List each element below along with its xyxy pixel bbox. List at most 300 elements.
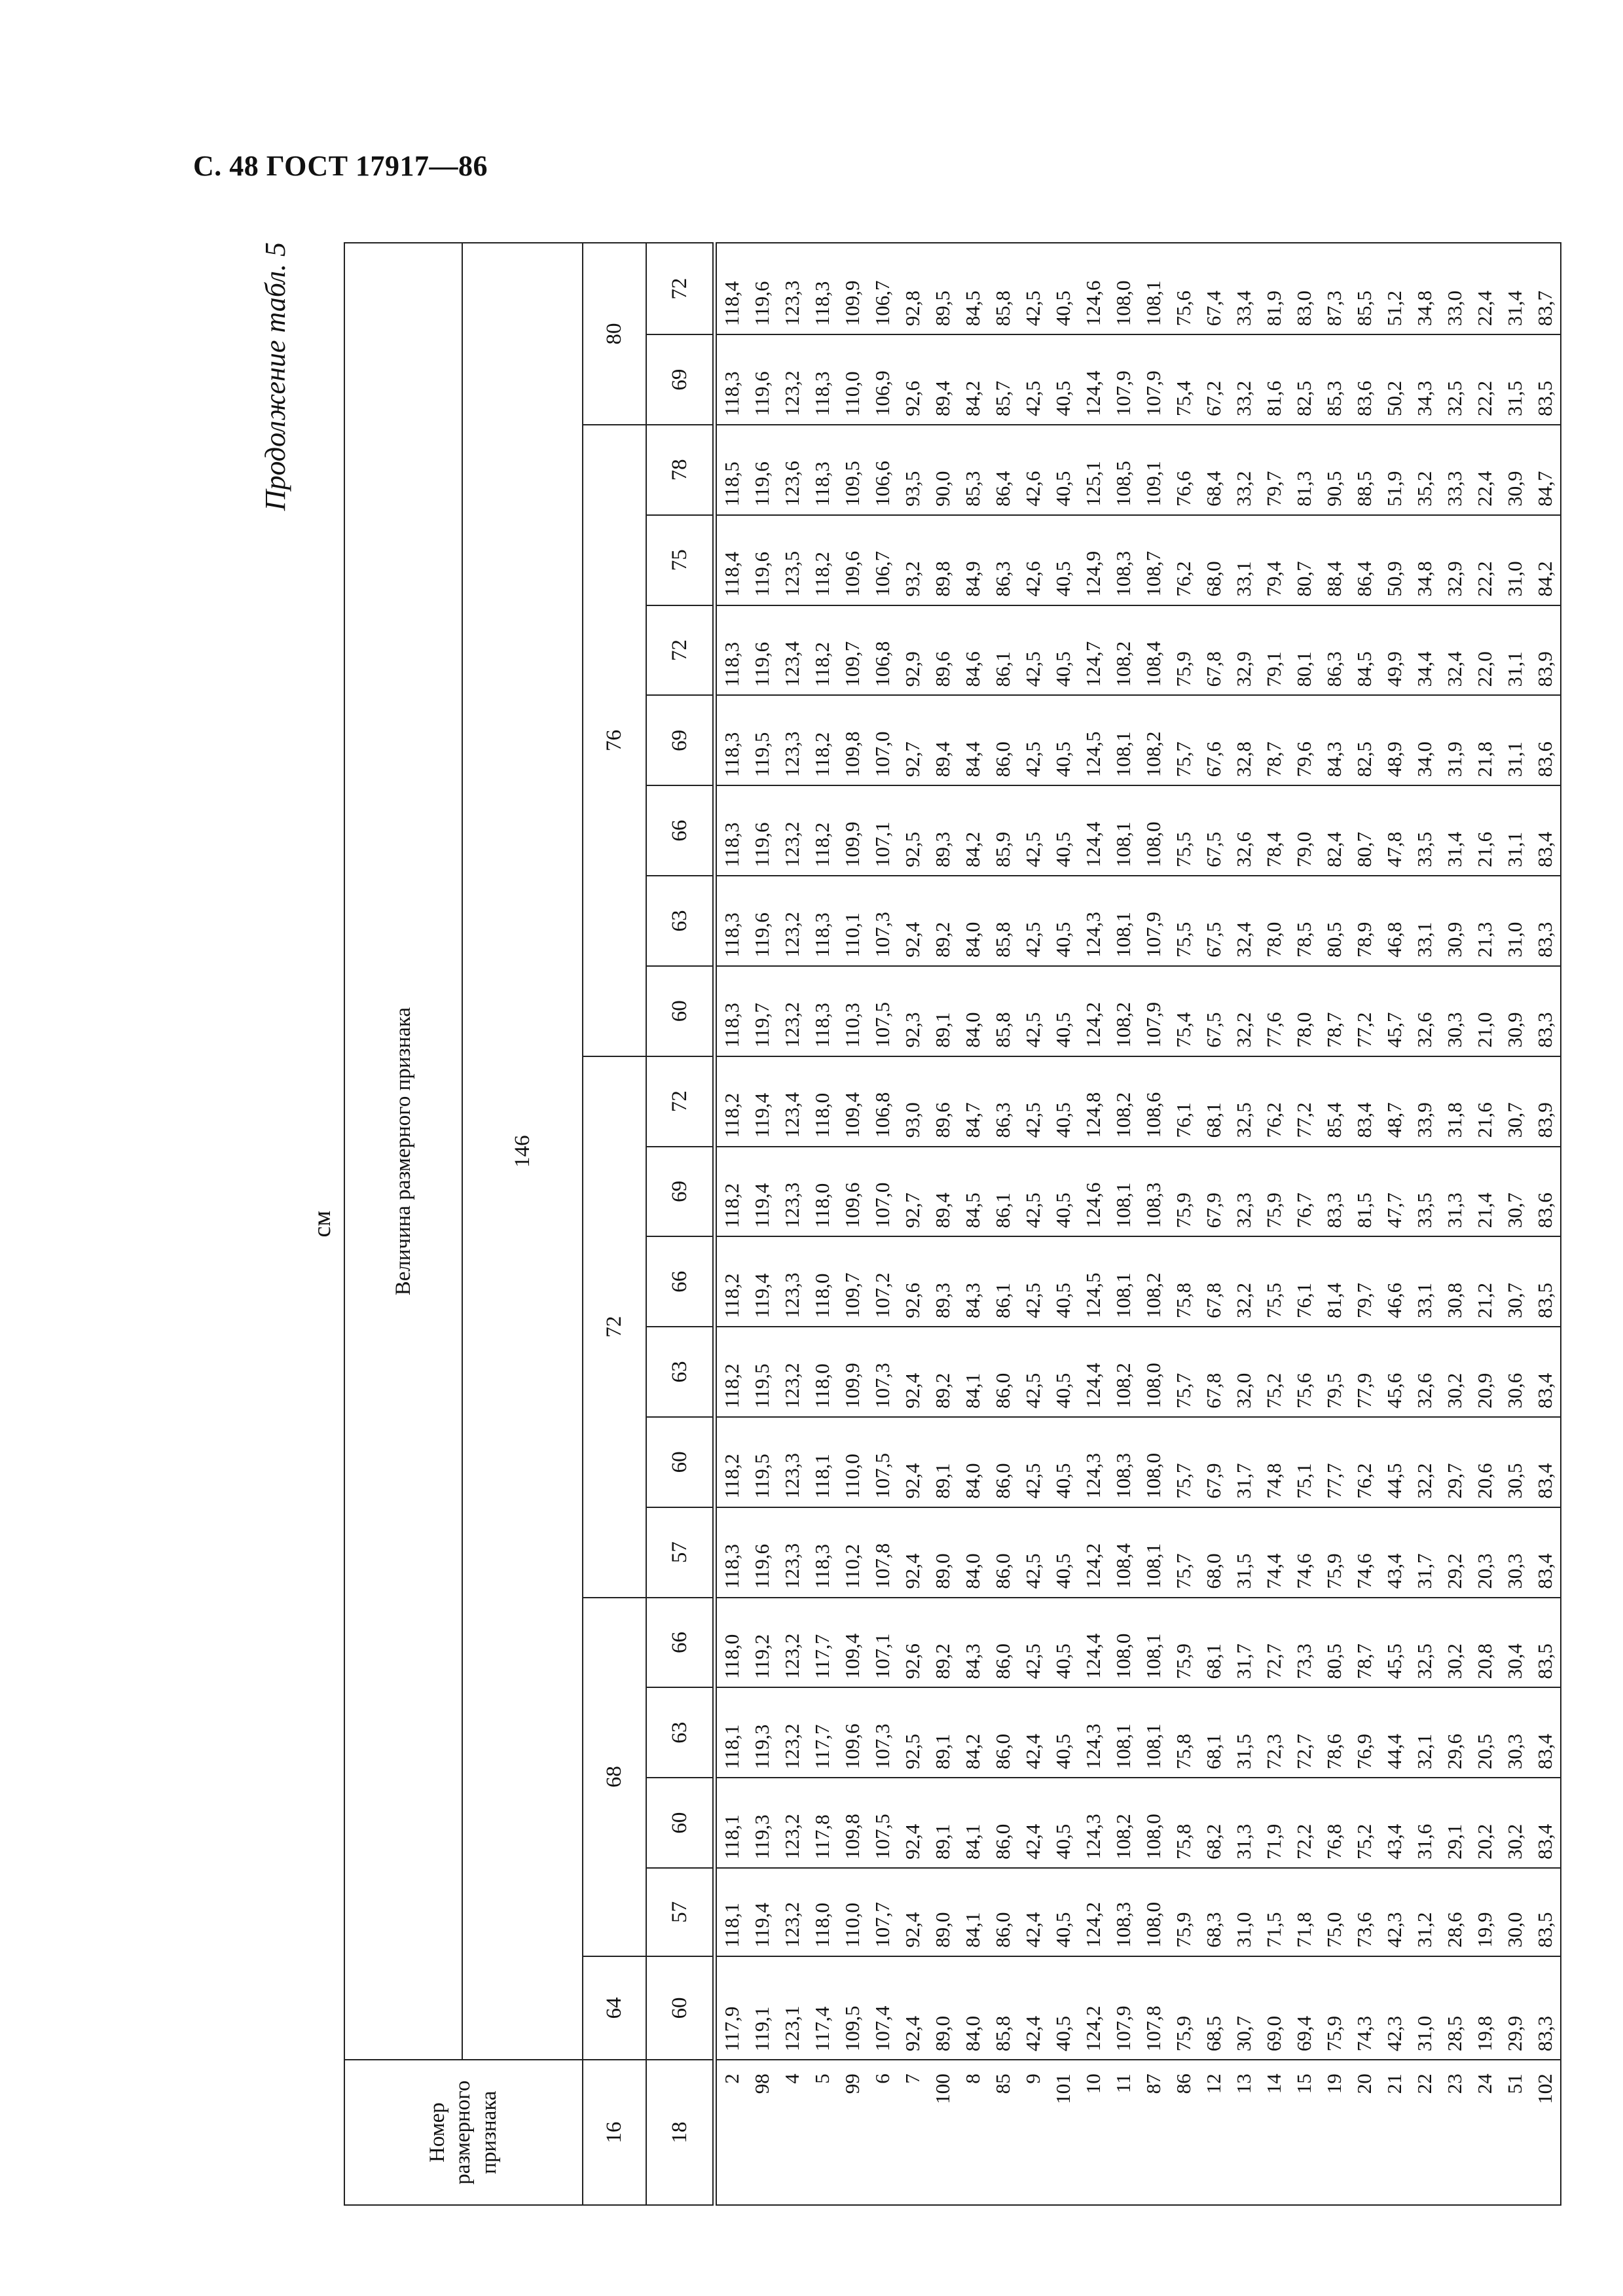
col-header: 57 — [646, 1868, 715, 1956]
table-cell: 82,5 — [1353, 742, 1376, 778]
table-cell: 107,5 — [871, 1814, 894, 1860]
table-cell: 86,3 — [991, 561, 1014, 597]
table-cell: 83,4 — [1533, 1733, 1556, 1770]
row-id: 2 — [720, 2073, 743, 2084]
table-cell: 123,4 — [780, 1092, 803, 1138]
table-cell: 31,3 — [1232, 1823, 1255, 1860]
table-cell: 124,4 — [1082, 370, 1104, 417]
table-cell: 109,9 — [841, 280, 864, 327]
table-cell: 124,6 — [1082, 280, 1104, 327]
table-cell: 74,6 — [1353, 1553, 1376, 1589]
table-cell: 67,5 — [1202, 922, 1225, 958]
table-cell: 83,4 — [1533, 1823, 1556, 1860]
table-cell: 34,4 — [1413, 651, 1436, 687]
table-cell: 77,6 — [1262, 1012, 1285, 1048]
table-cell: 83,4 — [1533, 1372, 1556, 1408]
table-cell: 30,7 — [1232, 2016, 1255, 2052]
table-cell: 30,3 — [1503, 1553, 1526, 1589]
table-cell: 42,4 — [1021, 1733, 1044, 1770]
row-id: 7 — [901, 2073, 924, 2084]
table-cell: 107,9 — [1142, 370, 1165, 417]
table-cell: 119,6 — [750, 552, 773, 597]
table-cell: 76,6 — [1172, 471, 1195, 507]
table-cell: 118,0 — [811, 1092, 833, 1138]
values-column — [715, 1417, 1561, 1507]
table-cell: 118,3 — [720, 732, 743, 778]
table-cell: 107,4 — [871, 2005, 894, 2052]
table-cell: 92,4 — [901, 922, 924, 958]
table-cell: 77,2 — [1353, 1012, 1376, 1048]
table-cell: 40,5 — [1051, 1012, 1074, 1048]
table-cell: 31,1 — [1503, 831, 1526, 868]
table-cell: 84,2 — [1533, 561, 1556, 597]
table-cell: 125,1 — [1082, 461, 1104, 507]
table-cell: 79,6 — [1292, 742, 1315, 778]
table-cell: 73,3 — [1292, 1643, 1315, 1679]
col-header: 60 — [646, 1956, 715, 2060]
table-cell: 30,9 — [1443, 922, 1466, 958]
table-cell: 90,5 — [1322, 471, 1345, 507]
table-cell: 109,6 — [841, 550, 864, 597]
table-cell: 109,6 — [841, 1723, 864, 1770]
table-cell: 32,8 — [1232, 742, 1255, 778]
table-cell: 89,4 — [931, 380, 954, 417]
table-cell: 90,0 — [931, 471, 954, 507]
table-cell: 45,6 — [1383, 1372, 1406, 1408]
table-cell: 109,7 — [841, 641, 864, 687]
table-cell: 78,4 — [1262, 831, 1285, 868]
table-cell: 106,8 — [871, 641, 894, 687]
table-cell: 118,3 — [720, 912, 743, 958]
table-cell: 79,0 — [1292, 831, 1315, 868]
table-cell: 86,0 — [991, 742, 1014, 778]
table-cell: 83,5 — [1533, 380, 1556, 417]
values-column — [715, 1327, 1561, 1417]
table-cell: 123,3 — [780, 1543, 803, 1589]
table-cell: 42,6 — [1021, 561, 1044, 597]
table-cell: 108,3 — [1112, 550, 1135, 597]
header-row-4 — [646, 243, 715, 2205]
table-cell: 119,6 — [750, 281, 773, 327]
table-cell: 49,9 — [1383, 651, 1406, 687]
table-cell: 33,1 — [1413, 1282, 1436, 1319]
table-cell: 29,2 — [1443, 1553, 1466, 1589]
table-cell: 107,5 — [871, 1453, 894, 1499]
group-76-header: 76 — [583, 425, 646, 1056]
row-ids-column — [715, 2060, 1561, 2205]
table-cell: 107,5 — [871, 1001, 894, 1048]
table-cell: 75,6 — [1292, 1372, 1315, 1408]
table-cell: 109,9 — [841, 821, 864, 868]
table-cell: 109,6 — [841, 1182, 864, 1229]
table-cell: 42,3 — [1383, 1912, 1406, 1948]
table-cell: 22,2 — [1473, 561, 1496, 597]
table-cell: 31,1 — [1503, 651, 1526, 687]
table-row — [715, 243, 1561, 2205]
table-cell: 92,4 — [901, 1463, 924, 1499]
table-cell: 30,9 — [1503, 1012, 1526, 1048]
table-cell: 21,6 — [1473, 831, 1496, 868]
table-cell: 118,5 — [720, 461, 743, 507]
values-column — [715, 1598, 1561, 1688]
table-cell: 86,0 — [991, 1372, 1014, 1408]
table-cell: 32,2 — [1413, 1463, 1436, 1499]
table-cell: 119,2 — [750, 1634, 773, 1679]
table-cell: 75,9 — [1172, 651, 1195, 687]
table-cell: 124,2 — [1082, 1543, 1104, 1589]
table-cell: 83,9 — [1533, 1102, 1556, 1138]
table-cell: 109,9 — [841, 1363, 864, 1408]
table-cell: 89,4 — [931, 742, 954, 778]
table-cell: 89,2 — [931, 1372, 954, 1408]
table-cell: 88,4 — [1322, 561, 1345, 597]
table-cell: 69,0 — [1262, 2016, 1285, 2052]
table-cell: 109,7 — [841, 1272, 864, 1319]
table-cell: 108,1 — [1112, 1272, 1135, 1319]
table-cell: 67,9 — [1202, 1463, 1225, 1499]
table-cell: 67,5 — [1202, 1012, 1225, 1048]
table-cell: 67,8 — [1202, 651, 1225, 687]
table-cell: 31,7 — [1232, 1463, 1255, 1499]
table-cell: 107,2 — [871, 1272, 894, 1319]
table-cell: 108,2 — [1112, 1363, 1135, 1408]
table-cell: 77,2 — [1292, 1102, 1315, 1138]
table-cell: 69,4 — [1292, 2016, 1315, 2052]
table-cell: 123,1 — [780, 2005, 803, 2052]
table-cell: 109,1 — [1142, 461, 1165, 507]
table-cell: 42,5 — [1021, 380, 1044, 417]
table-cell: 107,8 — [871, 1543, 894, 1589]
table-cell: 86,3 — [991, 1102, 1014, 1138]
row-id: 12 — [1202, 2073, 1225, 2094]
table-cell: 32,6 — [1232, 831, 1255, 868]
page-header: С. 48 ГОСТ 17917—86 — [193, 150, 488, 182]
table-cell: 118,2 — [811, 641, 833, 687]
table-cell: 45,7 — [1383, 1012, 1406, 1048]
table-cell: 75,5 — [1262, 1282, 1285, 1319]
table-cell: 118,1 — [720, 1903, 743, 1948]
table-cell: 42,4 — [1021, 2016, 1044, 2052]
col-header: 57 — [646, 1507, 715, 1598]
table-cell: 30,9 — [1503, 471, 1526, 507]
table-cell: 123,3 — [780, 1182, 803, 1229]
row-id: 5 — [811, 2073, 833, 2084]
table-cell: 106,7 — [871, 280, 894, 327]
table-cell: 40,5 — [1051, 1102, 1074, 1138]
table-cell: 71,8 — [1292, 1912, 1315, 1948]
header-row-2 — [462, 243, 583, 2205]
table-cell: 40,5 — [1051, 1823, 1074, 1860]
table-cell: 118,3 — [720, 641, 743, 687]
table-cell: 85,8 — [991, 290, 1014, 327]
table-cell: 76,8 — [1322, 1823, 1345, 1860]
row-id: 24 — [1473, 2073, 1496, 2094]
table-cell: 33,1 — [1232, 561, 1255, 597]
table-cell: 79,1 — [1262, 651, 1285, 687]
table-cell: 43,4 — [1383, 1553, 1406, 1589]
table-cell: 84,7 — [1533, 471, 1556, 507]
table-cell: 84,5 — [1353, 651, 1376, 687]
table-cell: 20,9 — [1473, 1372, 1496, 1408]
table-cell: 107,0 — [871, 1182, 894, 1229]
table-cell: 75,5 — [1172, 831, 1195, 868]
table-cell: 42,5 — [1021, 1102, 1044, 1138]
table-cell: 108,3 — [1142, 1182, 1165, 1229]
table-cell: 108,0 — [1112, 1633, 1135, 1679]
table-cell: 119,7 — [750, 1003, 773, 1048]
table-cell: 89,6 — [931, 1102, 954, 1138]
table-cell: 30,6 — [1503, 1372, 1526, 1408]
table-cell: 118,3 — [811, 1543, 833, 1589]
row-id: 4 — [780, 2073, 803, 2084]
table-cell: 31,1 — [1503, 742, 1526, 778]
table-cell: 79,7 — [1262, 471, 1285, 507]
table-cell: 83,4 — [1353, 1102, 1376, 1138]
table-cell: 123,2 — [780, 1001, 803, 1048]
table-cell: 46,8 — [1383, 922, 1406, 958]
table-cell: 118,3 — [811, 912, 833, 958]
col-header: 72 — [646, 243, 715, 334]
table-cell: 107,1 — [871, 1633, 894, 1679]
table-cell: 118,2 — [720, 1092, 743, 1138]
row-id: 9 — [1021, 2073, 1044, 2084]
table-cell: 86,0 — [991, 1643, 1014, 1679]
table-cell: 83,3 — [1533, 922, 1556, 958]
table-cell: 124,3 — [1082, 1453, 1104, 1499]
table-cell: 86,0 — [991, 1823, 1014, 1860]
table-cell: 124,5 — [1082, 1272, 1104, 1319]
table-cell: 118,0 — [811, 1183, 833, 1229]
col-header: 66 — [646, 785, 715, 876]
table-cell: 33,2 — [1232, 471, 1255, 507]
table-cell: 107,7 — [871, 1901, 894, 1948]
table-cell: 84,9 — [961, 561, 984, 597]
table-cell: 108,2 — [1112, 1814, 1135, 1860]
col-header: 60 — [646, 1778, 715, 1868]
row-id: 102 — [1533, 2073, 1556, 2104]
table-cell: 89,1 — [931, 1463, 954, 1499]
table-cell: 84,2 — [961, 1733, 984, 1770]
table-cell: 84,1 — [961, 1912, 984, 1948]
table-cell: 84,0 — [961, 1463, 984, 1499]
table-cell: 40,5 — [1051, 1912, 1074, 1948]
table-cell: 117,8 — [811, 1814, 833, 1860]
table-cell: 67,8 — [1202, 1282, 1225, 1319]
table-cell: 88,5 — [1353, 471, 1376, 507]
table-cell: 124,6 — [1082, 1182, 1104, 1229]
unit-label: см — [308, 1210, 336, 1238]
table-cell: 67,4 — [1202, 290, 1225, 327]
table-cell: 118,1 — [720, 1724, 743, 1770]
values-column — [715, 1236, 1561, 1327]
table-cell: 89,5 — [931, 290, 954, 327]
table-cell: 44,5 — [1383, 1463, 1406, 1499]
table-cell: 86,1 — [991, 651, 1014, 687]
table-cell: 124,4 — [1082, 821, 1104, 868]
table-cell: 84,0 — [961, 2016, 984, 2052]
table-cell: 75,8 — [1172, 1733, 1195, 1770]
table-cell: 119,6 — [750, 371, 773, 417]
table-cell: 30,2 — [1503, 1823, 1526, 1860]
table-cell: 31,5 — [1232, 1553, 1255, 1589]
table-cell: 29,1 — [1443, 1823, 1466, 1860]
table-cell: 118,2 — [720, 1273, 743, 1319]
table-cell: 20,6 — [1473, 1463, 1496, 1499]
table-cell: 108,2 — [1112, 1001, 1135, 1048]
values-column — [715, 1147, 1561, 1237]
table-cell: 40,5 — [1051, 380, 1074, 417]
table-cell: 75,9 — [1172, 2016, 1195, 2052]
table-cell: 30,2 — [1443, 1643, 1466, 1679]
table-cell: 107,3 — [871, 1723, 894, 1770]
table-cell: 40,5 — [1051, 922, 1074, 958]
col-header: 66 — [646, 1598, 715, 1688]
table-cell: 118,4 — [720, 281, 743, 327]
table-cell: 123,2 — [780, 1814, 803, 1860]
table-cell: 84,4 — [961, 742, 984, 778]
table-cell: 31,3 — [1443, 1193, 1466, 1229]
table-cell: 108,1 — [1112, 1723, 1135, 1770]
values-column — [715, 876, 1561, 966]
table-cell: 83,3 — [1322, 1193, 1345, 1229]
row-id: 85 — [991, 2073, 1014, 2094]
table-cell: 42,5 — [1021, 1282, 1044, 1319]
table-cell: 89,3 — [931, 831, 954, 868]
table-cell: 83,5 — [1533, 1912, 1556, 1948]
table-cell: 93,5 — [901, 471, 924, 507]
values-column — [715, 605, 1561, 696]
table-cell: 108,4 — [1142, 641, 1165, 687]
table-cell: 106,7 — [871, 550, 894, 597]
table-cell: 32,0 — [1232, 1372, 1255, 1408]
table-cell: 46,6 — [1383, 1282, 1406, 1319]
values-column — [715, 1778, 1561, 1868]
table-cell: 32,5 — [1232, 1102, 1255, 1138]
table-cell: 107,8 — [1142, 2005, 1165, 2052]
table-cell: 108,7 — [1142, 550, 1165, 597]
table-cell: 83,6 — [1533, 1193, 1556, 1229]
table-cell: 89,2 — [931, 922, 954, 958]
table-cell: 108,1 — [1112, 731, 1135, 778]
table-cell: 123,3 — [780, 1453, 803, 1499]
table-cell: 33,4 — [1232, 290, 1255, 327]
table-cell: 118,0 — [811, 1903, 833, 1948]
table-cell: 29,9 — [1503, 2016, 1526, 2052]
table-cell: 107,3 — [871, 912, 894, 958]
table-cell: 109,4 — [841, 1092, 864, 1138]
table-cell: 33,5 — [1413, 831, 1436, 868]
table-cell: 117,7 — [811, 1634, 833, 1679]
table-cell: 42,5 — [1021, 1372, 1044, 1408]
table-cell: 108,1 — [1142, 280, 1165, 327]
col-header: 69 — [646, 334, 715, 425]
table-cell: 89,6 — [931, 651, 954, 687]
table-cell: 83,4 — [1533, 1463, 1556, 1499]
table-cell: 119,3 — [750, 1724, 773, 1770]
stub-level-16: 16 — [583, 2060, 646, 2205]
table-cell: 20,3 — [1473, 1553, 1496, 1589]
table-cell: 71,9 — [1262, 1823, 1285, 1860]
values-column — [715, 1956, 1561, 2060]
table-cell: 48,7 — [1383, 1102, 1406, 1138]
table-cell: 92,5 — [901, 1733, 924, 1770]
table-cell: 29,7 — [1443, 1463, 1466, 1499]
table-cell: 119,6 — [750, 822, 773, 868]
table-cell: 80,5 — [1322, 922, 1345, 958]
table-cell: 67,2 — [1202, 380, 1225, 417]
table-cell: 124,4 — [1082, 1633, 1104, 1679]
table-cell: 81,9 — [1262, 290, 1285, 327]
table-cell: 72,7 — [1262, 1643, 1285, 1679]
row-id: 21 — [1383, 2073, 1406, 2094]
table-cell: 108,2 — [1112, 1092, 1135, 1138]
table-cell: 44,4 — [1383, 1733, 1406, 1770]
row-id: 10 — [1082, 2073, 1104, 2094]
table-cell: 110,3 — [841, 1003, 864, 1048]
table-cell: 31,2 — [1413, 1912, 1436, 1948]
table-cell: 68,1 — [1202, 1102, 1225, 1138]
table-cell: 119,6 — [750, 641, 773, 687]
table-cell: 108,1 — [1142, 1633, 1165, 1679]
table-cell: 74,3 — [1353, 2016, 1376, 2052]
table-cell: 119,6 — [750, 461, 773, 507]
table-cell: 68,4 — [1202, 471, 1225, 507]
table-cell: 68,2 — [1202, 1823, 1225, 1860]
table-cell: 78,0 — [1292, 1012, 1315, 1048]
table-cell: 119,6 — [750, 1543, 773, 1589]
table-cell: 31,7 — [1413, 1553, 1436, 1589]
table-cell: 85,7 — [991, 380, 1014, 417]
table-cell: 79,4 — [1262, 561, 1285, 597]
table-cell: 108,4 — [1112, 1543, 1135, 1589]
table-cell: 31,0 — [1503, 922, 1526, 958]
table-cell: 89,0 — [931, 1912, 954, 1948]
table-cell: 123,2 — [780, 1901, 803, 1948]
table-cell: 31,0 — [1503, 561, 1526, 597]
table-cell: 75,9 — [1262, 1193, 1285, 1229]
table-cell: 119,3 — [750, 1814, 773, 1860]
table-cell: 92,4 — [901, 1372, 924, 1408]
table-cell: 33,1 — [1413, 922, 1436, 958]
size-table — [344, 242, 1561, 2206]
table-cell: 92,9 — [901, 651, 924, 687]
table-cell: 123,2 — [780, 1633, 803, 1679]
table-cell: 86,4 — [991, 471, 1014, 507]
table-cell: 108,5 — [1112, 461, 1135, 507]
table-cell: 118,3 — [811, 371, 833, 417]
values-column — [715, 966, 1561, 1056]
table-cell: 84,5 — [961, 1193, 984, 1229]
table-cell: 84,3 — [1322, 742, 1345, 778]
table-cell: 123,2 — [780, 1363, 803, 1408]
table-cell: 40,5 — [1051, 471, 1074, 507]
table-cell: 86,3 — [1322, 651, 1345, 687]
table-cell: 35,2 — [1413, 471, 1436, 507]
table-cell: 51,2 — [1383, 290, 1406, 327]
table-cell: 118,3 — [811, 461, 833, 507]
table-cell: 74,4 — [1262, 1553, 1285, 1589]
table-cell: 40,5 — [1051, 1193, 1074, 1229]
table-cell: 86,1 — [991, 1193, 1014, 1229]
row-id: 8 — [961, 2073, 984, 2084]
table-cell: 31,8 — [1443, 1102, 1466, 1138]
table-cell: 30,5 — [1503, 1463, 1526, 1499]
values-column — [715, 334, 1561, 425]
table-cell: 20,2 — [1473, 1823, 1496, 1860]
table-cell: 89,1 — [931, 1012, 954, 1048]
table-cell: 40,5 — [1051, 651, 1074, 687]
table-cell: 124,8 — [1082, 1092, 1104, 1138]
